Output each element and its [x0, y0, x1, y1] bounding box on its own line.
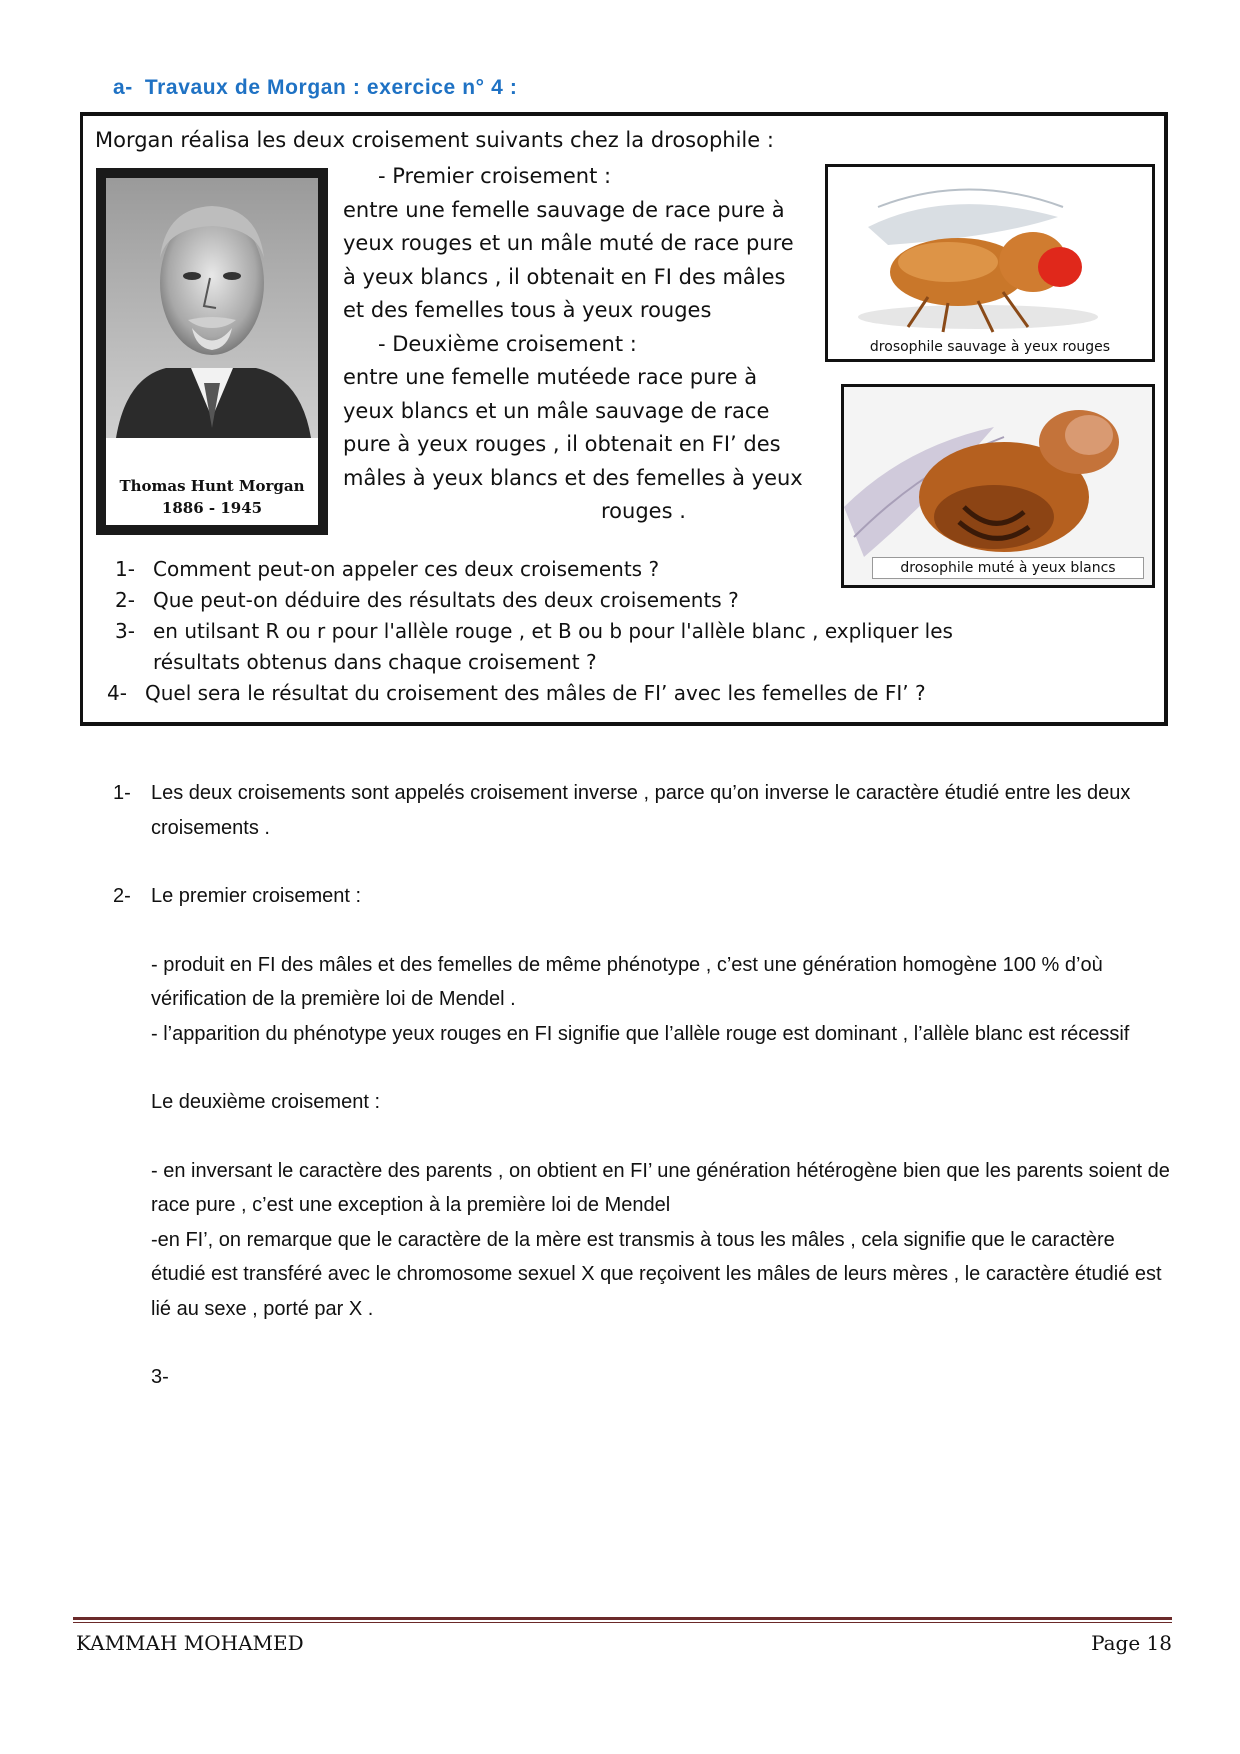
exercise-questions [107, 554, 953, 709]
section-title-text: Travaux de Morgan : exercice n° 4 : [144, 76, 518, 99]
text-line: entre une femelle sauvage de race pure à [343, 197, 785, 222]
text-line: yeux rouges et un mâle muté de race pure [343, 231, 794, 255]
text-line: - Premier croisement : [378, 164, 612, 188]
answers-section [113, 776, 1173, 1395]
text-line: et des femelles tous à yeux rouges [343, 298, 712, 322]
footer-divider-thin [73, 1622, 1172, 1623]
text-line: pure à yeux rouges , il obtenait en FI’ des [343, 432, 781, 456]
text-line: - Deuxième croisement : [378, 331, 637, 356]
answer-2-paragraph: - produit en FI des mâles et des femelles de même phénotype , c’est une génération homogène 100 % d’où vérification de la première loi de Mendel . [151, 953, 1103, 1010]
fly-caption-mutant: drosophile muté à yeux blancs [872, 557, 1144, 579]
question-item: 1- Comment peut-on appeler ces deux croisements ? [115, 557, 660, 581]
text-line: à yeux blancs , il obtenait en FI des mâles [343, 264, 786, 289]
question-item: 4- Quel sera le résultat du croisement des mâles de FI’ avec les femelles de FI’ ? [107, 681, 926, 705]
text-line: mâles à yeux blancs et des femelles à yeux [343, 465, 803, 490]
portrait-years: 1886 - 1945 [161, 499, 263, 517]
footer-author: KAMMAH MOHAMED [76, 1631, 304, 1655]
text-line: yeux blancs et un mâle sauvage de race [343, 398, 770, 423]
fly-photo-wild [825, 164, 1155, 362]
portrait-name: Thomas Hunt Morgan [119, 477, 305, 495]
red-eyed-fly-image [828, 167, 1152, 359]
answer-2-paragraph: - en inversant le caractère des parents , on obtient en FI’ une génération hétérogène bien que les parents soient de race pure , c’est une exception à la première loi de Mendel [151, 1159, 1170, 1216]
exercise-figure [80, 112, 1168, 726]
answer-2-paragraph: - l’apparition du phénotype yeux rouges en FI signifie que l’allèle rouge est dominant , l’allèle blanc est récessif [151, 1022, 1130, 1045]
section-heading [113, 76, 517, 100]
page-number: Page 18 [1091, 1631, 1172, 1655]
question-item: 2- Que peut-on déduire des résultats des deux croisements ? [115, 588, 739, 612]
portrait-caption [106, 475, 318, 519]
footer-divider [73, 1617, 1172, 1620]
answer-2-paragraph: -en FI’, on remarque que le caractère de la mère est transmis à tous les mâles , cela signifie que le caractère étudié est transféré avec le chromosome sexuel X que reçoivent les mâles de leurs mères , le caractère étudié est lié au sexe , porté par X . [151, 1228, 1162, 1320]
exercise-intro: Morgan réalisa les deux croisement suivants chez la drosophile : [95, 128, 774, 152]
text-line: entre une femelle mutéede race pure à [343, 365, 758, 389]
answer-3: 3- [151, 1366, 169, 1388]
answer-1: 1- Les deux croisements sont appelés croisement inverse , parce qu’on inverse le caractère étudié entre les deux croisements . [113, 782, 1131, 839]
morgan-portrait [96, 168, 328, 535]
question-continuation: résultats obtenus dans chaque croisement ? [153, 650, 597, 674]
text-line: rouges . [601, 499, 686, 523]
question-item: 3- en utilsant R ou r pour l'allèle rouge , et B ou b pour l'allèle blanc , expliquer les [115, 619, 953, 643]
fly-caption-wild: drosophile sauvage à yeux rouges [869, 339, 1111, 355]
portrait-photo [106, 178, 318, 525]
answer-2: 2- Le premier croisement : [113, 885, 362, 907]
exercise-text [343, 160, 823, 529]
section-number: a- [113, 76, 133, 99]
answer-2-subheading: Le deuxième croisement : [151, 1091, 381, 1113]
